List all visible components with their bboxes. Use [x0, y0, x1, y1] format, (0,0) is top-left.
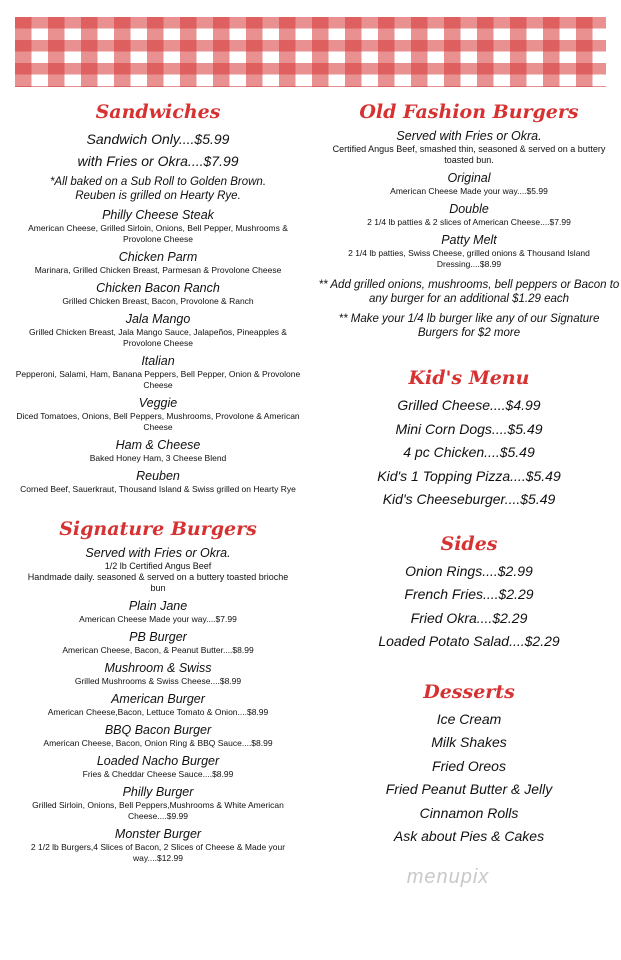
item-desc: Corned Beef, Sauerkraut, Thousand Island & Swiss grilled on Hearty Rye	[20, 484, 296, 494]
item-desc: Pepperoni, Salami, Ham, Banana Peppers, Bell Pepper, Onion & Provolone Cheese	[15, 369, 301, 390]
item-desc: American Cheese Made your way....$5.99	[390, 186, 548, 196]
right-column	[318, 100, 620, 849]
menu-item	[318, 170, 620, 197]
item-desc: Grilled Mushrooms & Swiss Cheese....$8.99	[74, 676, 242, 686]
item-desc: Fries & Cheddar Cheese Sauce....$8.99	[82, 769, 234, 779]
item-name: Monster Burger	[114, 827, 202, 841]
item-desc: American Cheese, Bacon, Onion Ring & BBQ Sauce....$8.99	[43, 738, 273, 748]
item-name: Patty Melt	[441, 233, 497, 247]
list-item: Fried Okra....$2.29	[410, 609, 528, 626]
sandwich-fries-price: with Fries or Okra....$7.99	[77, 153, 239, 169]
list-item: Milk Shakes	[431, 734, 507, 750]
left-column	[8, 100, 308, 864]
item-name: Philly Burger	[122, 785, 194, 799]
item-name: Loaded Nacho Burger	[96, 754, 220, 768]
item-desc: Grilled Chicken Breast, Bacon, Provolone & Ranch	[62, 296, 254, 306]
item-desc: Baked Honey Ham, 3 Cheese Blend	[89, 453, 227, 463]
sandwich-only-price: Sandwich Only....$5.99	[86, 131, 230, 147]
menu-item	[8, 468, 308, 495]
item-desc: American Cheese, Grilled Sirloin, Onions, Bell Pepper, Mushrooms & Provolone Cheese	[28, 223, 288, 244]
item-name: Jala Mango	[125, 312, 191, 326]
list-item: 4 pc Chicken....$5.49	[403, 444, 535, 460]
item-name: PB Burger	[129, 630, 187, 644]
list-item: Loaded Potato Salad....$2.29	[378, 633, 560, 649]
menu-item	[8, 437, 308, 464]
list-item: Mini Corn Dogs....$5.49	[395, 420, 543, 437]
menu-item	[8, 207, 308, 245]
menu-item	[8, 280, 308, 307]
menu-item	[8, 629, 308, 656]
old-fashion-sub: Certified Angus Beef, smashed thin, seasoned & served on a buttery toasted bun.	[332, 144, 606, 165]
item-name: Original	[447, 171, 491, 185]
item-desc: American Cheese,Bacon, Lettuce Tomato & Onion....$8.99	[47, 707, 269, 717]
menu-item	[8, 722, 308, 749]
list-item: Grilled Cheese....$4.99	[397, 397, 541, 413]
list-item: Fried Oreos	[432, 757, 506, 774]
item-desc: Grilled Chicken Breast, Jala Mango Sauce, Jalapeños, Pineapples & Provolone Cheese	[29, 327, 287, 348]
item-name: Philly Cheese Steak	[102, 208, 214, 222]
menu-item	[318, 232, 620, 270]
menu-item	[8, 249, 308, 276]
list-item: Fried Peanut Butter & Jelly	[385, 781, 553, 797]
item-name: Chicken Bacon Ranch	[96, 281, 220, 295]
checkered-banner	[15, 17, 606, 87]
menu-item	[8, 598, 308, 625]
list-item: French Fries....$2.29	[404, 586, 534, 602]
item-name: Mushroom & Swiss	[104, 661, 212, 675]
item-name: Chicken Parm	[118, 250, 198, 264]
item-name: Veggie	[138, 396, 178, 410]
item-name: Ham & Cheese	[115, 438, 201, 452]
item-desc: Marinara, Grilled Chicken Breast, Parmesan & Provolone Cheese	[34, 265, 282, 275]
item-desc: 2 1/2 lb Burgers,4 Slices of Bacon, 2 Slices of Cheese & Made your way....$12.99	[30, 842, 286, 863]
list-item: Kid's 1 Topping Pizza....$5.49	[377, 467, 561, 484]
menu-item	[8, 784, 308, 822]
item-name: Italian	[141, 354, 175, 368]
item-desc: Diced Tomatoes, Onions, Bell Peppers, Mushrooms, Provolone & American Cheese	[16, 411, 300, 432]
item-desc: American Cheese, Bacon, & Peanut Butter....$8.99	[62, 645, 254, 655]
menu-item	[8, 353, 308, 391]
list-item: Ask about Pies & Cakes	[393, 828, 545, 844]
sandwich-note-2: Reuben is grilled on Hearty Rye.	[75, 190, 241, 202]
item-name: Reuben	[136, 469, 180, 483]
add-ons-note: ** Add grilled onions, mushrooms, bell peppers or Bacon to any burger for an additional $1.29 each	[318, 279, 620, 305]
menu-item	[318, 201, 620, 228]
item-name: Double	[449, 202, 489, 216]
item-name: BBQ Bacon Burger	[104, 723, 212, 737]
item-name: Plain Jane	[128, 599, 188, 613]
menu-item	[8, 660, 308, 687]
kids-menu-heading: Kid's Menu	[408, 367, 530, 389]
menu-item	[8, 311, 308, 349]
list-item: Kid's Cheeseburger....$5.49	[382, 491, 556, 507]
old-fashion-served: Served with Fries or Okra.	[396, 129, 542, 143]
list-item: Ice Cream	[436, 710, 502, 727]
desserts-heading: Desserts	[423, 680, 515, 703]
sandwich-note-1: *All baked on a Sub Roll to Golden Brown.	[49, 176, 267, 188]
menu-item	[8, 395, 308, 433]
menupix-watermark: menupix	[406, 866, 490, 888]
old-fashion-burgers-heading: Old Fashion Burgers	[359, 101, 579, 123]
item-name: American Burger	[111, 692, 205, 706]
list-item: Onion Rings....$2.99	[405, 562, 533, 579]
item-desc: 2 1/4 lb patties & 2 slices of American Cheese....$7.99	[367, 217, 571, 227]
menu-item	[8, 691, 308, 718]
item-desc: American Cheese Made your way....$7.99	[79, 614, 237, 624]
item-desc: 2 1/4 lb patties, Swiss Cheese, grilled onions & Thousand Island Dressing....$8.99	[348, 248, 590, 269]
signature-sub-1: 1/2 lb Certified Angus Beef	[104, 561, 212, 571]
sandwiches-heading: Sandwiches	[95, 101, 221, 123]
signature-burgers-heading: Signature Burgers	[59, 518, 257, 540]
signature-sub-2: Handmade daily. seasoned & served on a buttery toasted brioche bun	[27, 572, 289, 593]
list-item: Cinnamon Rolls	[419, 804, 519, 821]
menu-item	[8, 753, 308, 780]
item-desc: Grilled Sirloin, Onions, Bell Peppers,Mushrooms & White American Cheese....$9.99	[32, 800, 284, 821]
signature-served: Served with Fries or Okra.	[85, 546, 231, 560]
menu-item	[8, 826, 308, 864]
sides-heading: Sides	[440, 532, 498, 555]
signature-upgrade-note: ** Make your 1/4 lb burger like any of our Signature Burgers for $2 more	[338, 313, 600, 339]
